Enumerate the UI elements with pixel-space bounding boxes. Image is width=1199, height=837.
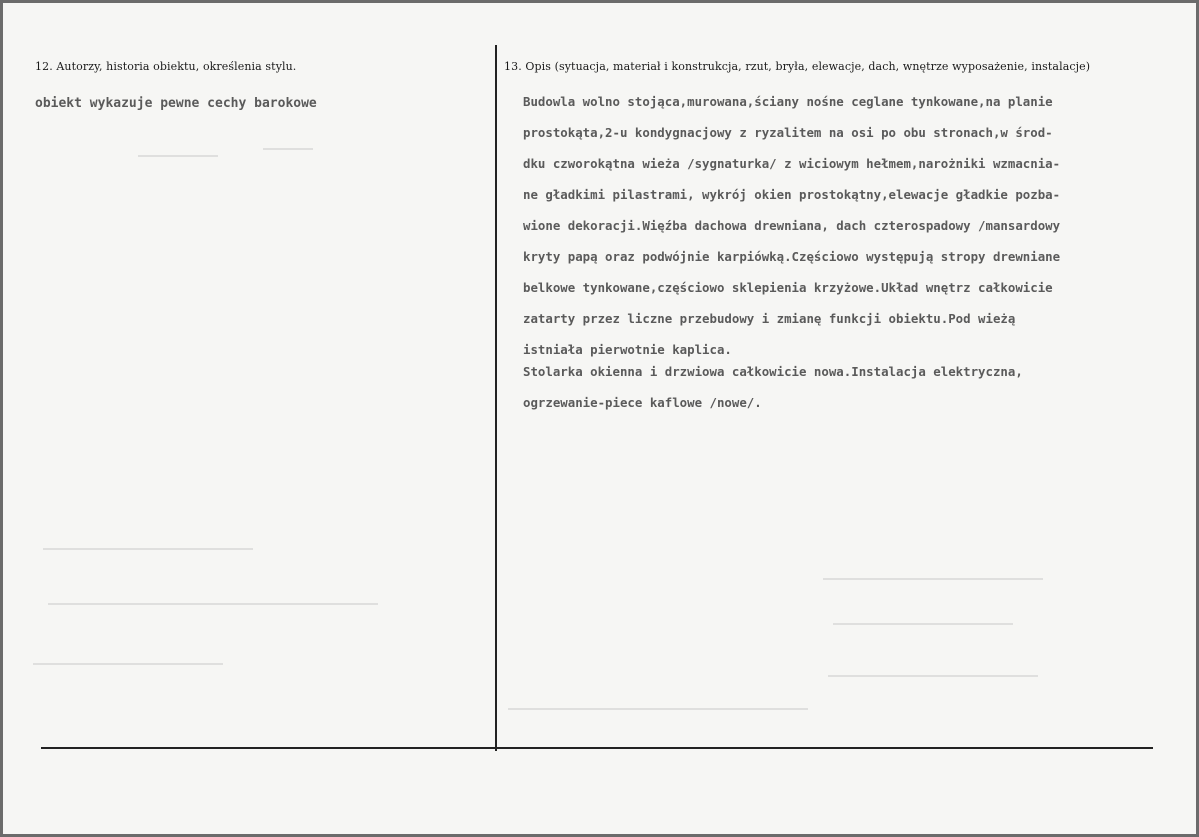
description-line: belkowe tynkowane,częściowo sklepienia krzyżowe.Układ wnętrz całkowicie	[523, 280, 1053, 295]
description-line: Stolarka okienna i drzwiowa całkowicie nowa.Instalacja elektryczna,	[523, 364, 1023, 379]
section-13-label: 13. Opis (sytuacja, materiał i konstrukcja, rzut, bryła, elewacje, dach, wnętrze wyposażenie, instalacje)	[504, 60, 1091, 73]
section-12-text: obiekt wykazuje pewne cechy barokowe	[35, 96, 317, 111]
show-through-mark	[823, 578, 1043, 580]
show-through-mark	[833, 623, 1013, 625]
description-line: Budowla wolno stojąca,murowana,ściany nośne ceglane tynkowane,na planie	[523, 94, 1053, 109]
section-12-label: 12. Autorzy, historia obiektu, określenia stylu.	[35, 60, 297, 73]
document-page	[3, 3, 1196, 834]
show-through-mark	[33, 663, 223, 665]
show-through-mark	[48, 603, 378, 605]
show-through-mark	[508, 708, 808, 710]
show-through-mark	[43, 548, 253, 550]
description-line: prostokąta,2-u kondygnacjowy z ryzalitem na osi po obu stronach,w środ-	[523, 125, 1053, 140]
description-line: istniała pierwotnie kaplica.	[523, 342, 732, 357]
section-13-description	[523, 92, 1060, 424]
show-through-mark	[263, 148, 313, 150]
description-line: ogrzewanie-piece kaflowe /nowe/.	[523, 395, 762, 410]
description-line: dku czworokątna wieża /sygnaturka/ z wiciowym hełmem,narożniki wzmacnia-	[523, 156, 1061, 171]
description-line: kryty papą oraz podwójnie karpiówką.Częściowo występują stropy drewniane	[523, 249, 1061, 264]
show-through-mark	[828, 675, 1038, 677]
description-line: zatarty przez liczne przebudowy i zmianę funkcji obiektu.Pod wieżą	[523, 311, 1016, 326]
show-through-mark	[138, 155, 218, 157]
description-line: wione dekoracji.Więźba dachowa drewniana, dach czterospadowy /mansardowy	[523, 218, 1061, 233]
column-divider	[495, 45, 497, 751]
bottom-rule	[41, 747, 1153, 749]
description-line: ne gładkimi pilastrami, wykrój okien prostokątny,elewacje gładkie pozba-	[523, 187, 1061, 202]
